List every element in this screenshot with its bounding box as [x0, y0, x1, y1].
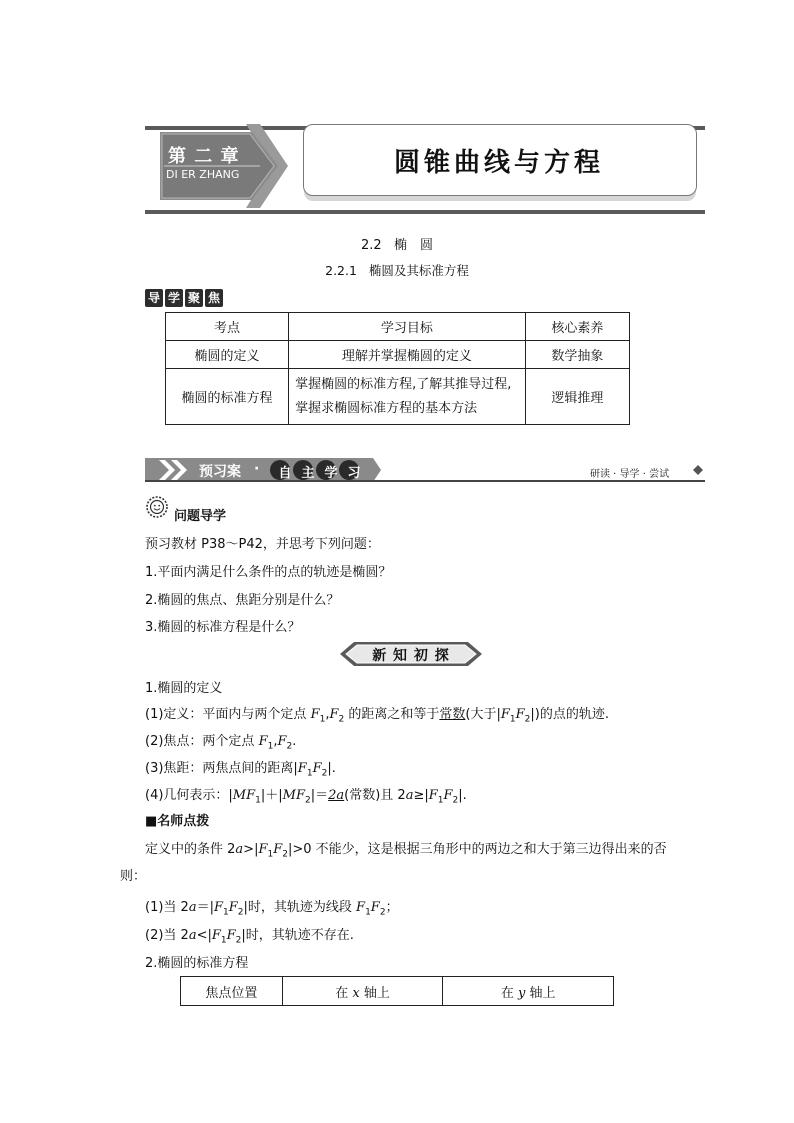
preview-dot: · [254, 461, 260, 477]
table-cell: 椭圆的定义 [166, 341, 289, 369]
table-header-cell [282, 977, 443, 1006]
text-run: (4)几何表示：| [145, 788, 233, 803]
tip-heading: ■名师点拨 [145, 814, 210, 829]
text-run: ＝| [196, 900, 214, 915]
new-knowledge-title: 新 知 初 探 [372, 648, 450, 664]
table-header-row [166, 313, 630, 341]
text-run: (大于| [465, 707, 501, 722]
table-header-cell: 核心素养 [525, 313, 629, 341]
text-run: |)的点的轨迹. [530, 707, 609, 722]
definition-heading: 1.椭圆的定义 [145, 681, 223, 696]
preview-title: 预习案 [199, 464, 241, 480]
preview-subtitle-char: 习 [347, 466, 361, 481]
text-run: 轴上 [359, 985, 390, 1001]
text-run: 定义中的条件 2 [145, 842, 236, 857]
subsection-title: 椭圆及其标准方程 [368, 263, 469, 278]
section-heading [0, 234, 794, 253]
table-cell: 数学抽象 [525, 341, 629, 369]
guide-tag-char: 聚 [185, 289, 203, 307]
table-cell-line: 掌握求椭圆标准方程的基本方法 [295, 400, 478, 416]
question-guide-intro: 预习教材 P38～P42，并思考下列问题： [145, 537, 380, 552]
focal-distance-line: (3)焦距：两焦点间的距离$|F_1F_2|$. [145, 761, 336, 779]
table-cell: 椭圆的标准方程 [166, 369, 289, 425]
text-run: (常数)且 2 [344, 788, 406, 803]
preview-subtitle-char: 自 [278, 466, 292, 481]
question-item: 3.椭圆的标准方程是什么？ [145, 620, 301, 635]
preview-right-text: 研读 · 导学 · 尝试 [590, 469, 670, 480]
section-number: 2.2 [360, 238, 382, 253]
tip-paragraph-wrap: 则： [120, 869, 147, 884]
guide-tag-char: 学 [165, 289, 183, 307]
table-cell-line: 掌握椭圆的标准方程,了解其推导过程, [295, 376, 512, 392]
text-run: (1)当 2 [145, 900, 189, 915]
text-run: |>0 不能少，这是根据三角形中的两边之和大于第三边得出来的否 [287, 842, 667, 857]
goals-table [165, 312, 630, 425]
table-row [166, 369, 630, 425]
table-cell: 逻辑推理 [525, 369, 629, 425]
text-run: 的距离之和等于 [344, 707, 440, 722]
preview-subtitle-char: 学 [324, 466, 338, 481]
axis-variable: y [518, 985, 526, 1001]
text-run: ≥| [413, 788, 429, 803]
table-header-cell: 考点 [166, 313, 289, 341]
subsection-number: 2.2.1 [325, 263, 357, 278]
chapter-pinyin: DI ER ZHANG [166, 168, 240, 181]
guide-tag-char: 导 [145, 289, 163, 307]
subsection-heading [0, 261, 794, 279]
text-run: (2)当 2 [145, 928, 189, 943]
tip-paragraph-line: 定义中的条件 $2a>|F_1F_2|>0$ 不能少，这是根据三角形中的两边之和大于第三边得出来的否 [145, 842, 667, 860]
geometric-expression-line: (4)几何表示：$|MF_1|+|MF_2|=2a$(常数)且 $2a\ge|F_1F_2|$. [145, 788, 467, 806]
section-title: 椭 圆 [394, 238, 434, 253]
axis-variable: x [352, 985, 360, 1001]
tip-case-line: (2)当 $2a<|F_1F_2|$时，其轨迹不存在. [145, 928, 354, 946]
text-run: (2)焦点：两个定点 [145, 734, 259, 749]
underlined-term: 2a [328, 788, 345, 803]
smiley-sun-icon [146, 496, 168, 518]
text-run: (1)定义：平面内与两个定点 [145, 707, 311, 722]
banner-rule-bottom [145, 210, 705, 214]
preview-subtitle-char: 主 [301, 466, 315, 481]
guide-tag-char: 焦 [205, 289, 223, 307]
table-header-cell: 焦点位置 [181, 977, 283, 1006]
text-run: 在 [500, 985, 519, 1001]
text-run: 轴上 [525, 985, 556, 1001]
text-run: |时，其轨迹为线段 [243, 900, 357, 915]
table-cell: 理解并掌握椭圆的定义 [289, 341, 526, 369]
text-run: 在 [335, 985, 353, 1001]
question-item: 2.椭圆的焦点、焦距分别是什么？ [145, 593, 340, 608]
chapter-title: 圆锥曲线与方程 [393, 148, 604, 178]
question-guide-heading: 问题导学 [174, 509, 227, 524]
table-header-cell [443, 977, 614, 1006]
table-cell [289, 369, 526, 425]
guide-tag [145, 287, 225, 307]
text-run: <| [196, 928, 212, 943]
table-header-cell: 学习目标 [289, 313, 526, 341]
text-run: |时，其轨迹不存在. [241, 928, 354, 943]
underlined-term: 常数 [439, 707, 466, 722]
standard-eq-table [180, 976, 614, 1006]
focus-line: (2)焦点：两个定点 $F_1,F_2$. [145, 734, 297, 752]
table-header-row [181, 977, 614, 1006]
table-row [166, 341, 630, 369]
text-run: (3)焦距：两焦点间的距离| [145, 761, 298, 776]
tip-case-line: (1)当 $2a=|F_1F_2|$时，其轨迹为线段 $F_1F_2$； [145, 900, 399, 918]
text-run: >| [243, 842, 259, 857]
question-item: 1.平面内满足什么条件的点的轨迹是椭圆？ [145, 565, 392, 580]
chapter-label: 第 二 章 [168, 146, 240, 167]
standard-eq-heading: 2.椭圆的标准方程 [145, 956, 249, 971]
definition-line: (1)定义：平面内与两个定点 $F_1,F_2$ 的距离之和等于常数(大于$|F_1F_2|$)的点的轨迹. [145, 707, 609, 725]
